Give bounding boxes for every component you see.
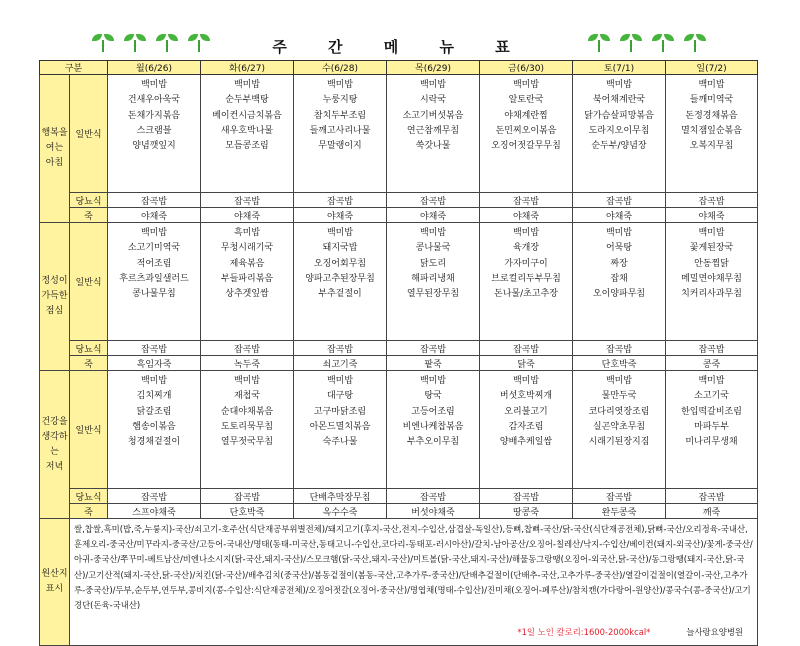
diabetic-cell: 잡곡밥 bbox=[201, 489, 294, 504]
meal-label-line: 점심 bbox=[45, 306, 64, 316]
diabetic-cell: 잡곡밥 bbox=[201, 193, 294, 208]
menu-item: 백미밥 bbox=[233, 376, 261, 386]
menu-item: 돈정경채볶음 bbox=[685, 110, 738, 121]
meal-label-line: 가득한 bbox=[41, 291, 68, 301]
menu-item: 부추겉절이 bbox=[318, 289, 362, 300]
menu-cell bbox=[480, 371, 573, 489]
porridge-row bbox=[40, 208, 758, 223]
menu-cell bbox=[387, 371, 480, 489]
menu-item: 숙주나물 bbox=[322, 437, 358, 448]
menu-item: 백미밥 bbox=[140, 228, 168, 238]
menu-item: 백미밥 bbox=[233, 80, 261, 90]
menu-cell bbox=[108, 223, 201, 341]
diabetic-cell: 잡곡밥 bbox=[201, 341, 294, 356]
diet-type-porridge: 죽 bbox=[70, 504, 108, 519]
menu-item: 북어채계란국 bbox=[592, 95, 646, 106]
menu-item: 부들파리볶음 bbox=[220, 273, 274, 284]
menu-item: 청경채겉절이 bbox=[127, 437, 181, 448]
diabetic-cell: 잡곡밥 bbox=[387, 489, 480, 504]
menu-cell bbox=[573, 371, 666, 489]
menu-item: 양념깻잎지 bbox=[132, 141, 176, 152]
menu-item: 잡채 bbox=[610, 273, 628, 284]
diabetic-cell: 잡곡밥 bbox=[666, 341, 758, 356]
menu-cell bbox=[201, 223, 294, 341]
diabetic-cell: 잡곡밥 bbox=[666, 489, 758, 504]
diabetic-cell: 잡곡밥 bbox=[294, 341, 387, 356]
menu-item: 오리불고기 bbox=[504, 406, 548, 417]
menu-cell bbox=[294, 75, 387, 193]
porridge-cell: 깨죽 bbox=[666, 504, 758, 519]
porridge-cell: 콩죽 bbox=[666, 356, 758, 371]
origin-label-line: 원산지 bbox=[41, 569, 68, 579]
menu-item: 백미밥 bbox=[605, 228, 633, 238]
general-row bbox=[40, 223, 758, 341]
diabetic-cell: 잡곡밥 bbox=[480, 193, 573, 208]
menu-item: 들깨미역국 bbox=[689, 95, 734, 106]
menu-item: 순두부/양념장 bbox=[591, 141, 647, 152]
menu-item: 모듬콩조림 bbox=[225, 141, 269, 152]
diabetic-cell: 잡곡밥 bbox=[480, 341, 573, 356]
header-day: 금(6/30) bbox=[480, 61, 573, 75]
menu-item: 미나리무생채 bbox=[685, 437, 738, 448]
menu-item: 순두부백탕 bbox=[225, 95, 269, 106]
menu-item: 안동찜닭 bbox=[694, 258, 729, 269]
meal-label-line: 행복을 bbox=[41, 128, 68, 138]
header-day: 일(7/2) bbox=[666, 61, 758, 75]
menu-item: 야채계란찜 bbox=[504, 110, 548, 121]
menu-item: 스크램블 bbox=[136, 125, 172, 136]
diet-type-diabetic: 당뇨식 bbox=[70, 489, 108, 504]
diabetic-row bbox=[40, 489, 758, 504]
porridge-cell: 야채죽 bbox=[573, 208, 666, 223]
menu-item: 시락국 bbox=[419, 95, 447, 106]
menu-item: 고구마닭조림 bbox=[313, 406, 367, 417]
menu-item: 무청시래기국 bbox=[220, 243, 274, 254]
porridge-row bbox=[40, 504, 758, 519]
header-day: 수(6/28) bbox=[294, 61, 387, 75]
diabetic-cell: 잡곡밥 bbox=[294, 193, 387, 208]
diabetic-cell: 잡곡밥 bbox=[108, 193, 201, 208]
menu-item: 참치두부조림 bbox=[313, 110, 367, 121]
menu-item: 탕국 bbox=[424, 391, 442, 402]
general-row bbox=[40, 371, 758, 489]
menu-item: 마파두부 bbox=[694, 421, 729, 432]
menu-item: 육개장 bbox=[512, 243, 540, 254]
menu-item: 부추오이무침 bbox=[406, 437, 460, 448]
menu-item: 대구탕 bbox=[326, 391, 354, 402]
porridge-cell: 팥죽 bbox=[387, 356, 480, 371]
menu-item: 시래기된장지짐 bbox=[588, 437, 650, 448]
meal-label bbox=[40, 371, 70, 519]
menu-item: 흑미밥 bbox=[233, 228, 261, 238]
header-category: 구분 bbox=[40, 61, 108, 75]
porridge-cell: 완두콩죽 bbox=[573, 504, 666, 519]
porridge-cell: 쇠고기죽 bbox=[294, 356, 387, 371]
porridge-cell: 스프야채죽 bbox=[108, 504, 201, 519]
diet-type-general: 일반식 bbox=[70, 371, 108, 489]
menu-item: 새우호박나물 bbox=[220, 125, 274, 136]
diet-type-diabetic: 당뇨식 bbox=[70, 341, 108, 356]
menu-item: 콩나물국 bbox=[415, 243, 451, 254]
menu-item: 제육볶음 bbox=[229, 258, 265, 269]
menu-item: 백미밥 bbox=[512, 228, 540, 238]
menu-item: 백미밥 bbox=[140, 376, 168, 386]
diabetic-cell: 단배추막장무침 bbox=[294, 489, 387, 504]
diabetic-cell: 잡곡밥 bbox=[387, 193, 480, 208]
meal-label bbox=[40, 223, 70, 371]
diabetic-row bbox=[40, 193, 758, 208]
menu-item: 열무된장무침 bbox=[406, 289, 460, 300]
menu-item: 가자미구이 bbox=[504, 258, 548, 269]
menu-item: 후르츠과일샐러드 bbox=[119, 273, 189, 284]
menu-item: 백미밥 bbox=[605, 376, 633, 386]
menu-item: 오복지무침 bbox=[689, 141, 734, 152]
menu-item: 백미밥 bbox=[140, 80, 168, 90]
menu-cell bbox=[108, 371, 201, 489]
meal-label-line: 아침 bbox=[45, 158, 64, 168]
menu-item: 소고기미역국 bbox=[127, 243, 181, 254]
menu-item: 닭가슴살피망볶음 bbox=[584, 110, 654, 121]
calorie-note: *1일 노인 칼로리:1600-2000kcal* bbox=[517, 626, 651, 637]
menu-item: 도토리묵무침 bbox=[220, 421, 274, 432]
menu-item: 쑥갓나물 bbox=[415, 141, 451, 152]
meal-label bbox=[40, 75, 70, 223]
menu-item: 멸치잼잎순볶음 bbox=[681, 125, 742, 136]
general-row bbox=[40, 75, 758, 193]
menu-item: 백미밥 bbox=[326, 376, 354, 386]
porridge-cell: 야채죽 bbox=[666, 208, 758, 223]
menu-item: 백미밥 bbox=[512, 80, 540, 90]
menu-item: 백미밥 bbox=[698, 228, 725, 238]
menu-item: 백미밥 bbox=[419, 376, 447, 386]
menu-cell bbox=[387, 223, 480, 341]
header-day: 월(6/26) bbox=[108, 61, 201, 75]
menu-item: 누룽지탕 bbox=[322, 95, 358, 106]
menu-item: 적어조림 bbox=[136, 258, 172, 269]
menu-item: 물만두국 bbox=[601, 391, 637, 402]
menu-item: 돈채가지볶음 bbox=[127, 110, 181, 121]
header-day: 토(7/1) bbox=[573, 61, 666, 75]
menu-item: 백미밥 bbox=[698, 376, 725, 386]
diabetic-cell: 잡곡밥 bbox=[573, 489, 666, 504]
weekly-menu-table bbox=[39, 60, 758, 646]
menu-item: 무말랭이지 bbox=[318, 141, 362, 152]
diabetic-cell: 잡곡밥 bbox=[108, 341, 201, 356]
origin-label bbox=[40, 519, 70, 646]
menu-item: 닭도리 bbox=[419, 258, 447, 269]
menu-item: 돈민찌오이볶음 bbox=[495, 125, 557, 136]
menu-item: 돼지국밥 bbox=[322, 243, 358, 254]
menu-item: 치커리사과무침 bbox=[681, 289, 742, 300]
porridge-cell: 흑임자죽 bbox=[108, 356, 201, 371]
origin-text-cell bbox=[70, 519, 758, 646]
diet-type-porridge: 죽 bbox=[70, 356, 108, 371]
menu-cell bbox=[666, 75, 758, 193]
menu-cell bbox=[573, 75, 666, 193]
menu-item: 백미밥 bbox=[326, 80, 354, 90]
porridge-row bbox=[40, 356, 758, 371]
menu-cell bbox=[108, 75, 201, 193]
diet-type-diabetic: 당뇨식 bbox=[70, 193, 108, 208]
porridge-cell: 단호박죽 bbox=[201, 504, 294, 519]
menu-item: 소고기국 bbox=[694, 391, 729, 402]
porridge-cell: 닭죽 bbox=[480, 356, 573, 371]
porridge-cell: 야채죽 bbox=[387, 208, 480, 223]
diabetic-cell: 잡곡밥 bbox=[480, 489, 573, 504]
porridge-cell: 단호박죽 bbox=[573, 356, 666, 371]
porridge-cell: 녹두죽 bbox=[201, 356, 294, 371]
menu-item: 양배추케일쌈 bbox=[499, 437, 553, 448]
menu-item: 해파리냉채 bbox=[411, 273, 455, 284]
diabetic-cell: 잡곡밥 bbox=[387, 341, 480, 356]
menu-item: 백미밥 bbox=[698, 80, 725, 90]
diabetic-cell: 잡곡밥 bbox=[666, 193, 758, 208]
menu-cell bbox=[666, 371, 758, 489]
menu-cell bbox=[573, 223, 666, 341]
menu-item: 순대야채볶음 bbox=[220, 406, 274, 417]
menu-item: 짜장 bbox=[610, 258, 628, 269]
menu-item: 한입떡갈비조림 bbox=[681, 406, 742, 417]
menu-cell bbox=[666, 223, 758, 341]
menu-item: 베이컨시금치볶음 bbox=[212, 110, 282, 121]
menu-item: 실곤약초무침 bbox=[592, 421, 646, 432]
menu-item: 비엔나케찹볶음 bbox=[402, 421, 464, 432]
porridge-cell: 옥수수죽 bbox=[294, 504, 387, 519]
menu-item: 백미밥 bbox=[605, 80, 633, 90]
menu-item: 도라지오이무침 bbox=[588, 125, 650, 136]
menu-item: 백미밥 bbox=[326, 228, 354, 238]
menu-item: 메밀면야채무침 bbox=[681, 273, 742, 284]
menu-item: 닭갈조림 bbox=[136, 406, 172, 417]
menu-item: 고등어조림 bbox=[411, 406, 455, 417]
menu-item: 상추겟잎쌈 bbox=[225, 289, 269, 300]
porridge-cell: 땅콩죽 bbox=[480, 504, 573, 519]
menu-cell bbox=[387, 75, 480, 193]
menu-cell bbox=[480, 75, 573, 193]
menu-item: 연근참깨무침 bbox=[406, 125, 460, 136]
menu-item: 건새우아욱국 bbox=[127, 95, 181, 106]
diabetic-cell: 잡곡밥 bbox=[573, 341, 666, 356]
header-row bbox=[40, 61, 758, 75]
menu-item: 재첩국 bbox=[233, 391, 261, 402]
footer-line bbox=[517, 625, 743, 640]
diet-type-general: 일반식 bbox=[70, 75, 108, 193]
menu-item: 열무젓국무침 bbox=[220, 437, 274, 448]
menu-item: 아몬드멸치볶음 bbox=[309, 421, 371, 432]
menu-item: 브로컬리두부무침 bbox=[491, 273, 561, 284]
porridge-cell: 버섯야채죽 bbox=[387, 504, 480, 519]
menu-item: 버섯호박찌개 bbox=[499, 391, 553, 402]
meal-label-line: 여는 bbox=[45, 143, 64, 153]
menu-item: 돈나물/초고추장 bbox=[494, 289, 558, 300]
menu-cell bbox=[294, 223, 387, 341]
hospital-name: 늘사랑요양병원 bbox=[686, 626, 744, 637]
diet-type-porridge: 죽 bbox=[70, 208, 108, 223]
menu-item: 코다리엿장조림 bbox=[588, 406, 650, 417]
diabetic-cell: 잡곡밥 bbox=[108, 489, 201, 504]
diabetic-cell: 잡곡밥 bbox=[573, 193, 666, 208]
menu-cell bbox=[480, 223, 573, 341]
menu-item: 백미밥 bbox=[512, 376, 540, 386]
meal-label-line: 생각하는 bbox=[41, 431, 68, 457]
meal-label-line: 정성이 bbox=[41, 276, 68, 286]
meal-label-line: 건강을 bbox=[41, 416, 68, 427]
menu-item: 감자조림 bbox=[508, 421, 544, 432]
page-title: 주 간 메 뉴 표 bbox=[272, 38, 528, 56]
porridge-cell: 야채죽 bbox=[294, 208, 387, 223]
menu-item: 양파고추된장무침 bbox=[305, 273, 375, 284]
origin-label-line: 표시 bbox=[45, 584, 64, 594]
menu-item: 콩나물무침 bbox=[132, 289, 176, 300]
menu-item: 알토란국 bbox=[508, 95, 544, 106]
menu-cell bbox=[201, 75, 294, 193]
porridge-cell: 야채죽 bbox=[108, 208, 201, 223]
menu-cell bbox=[201, 371, 294, 489]
menu-item: 백미밥 bbox=[419, 228, 447, 238]
menu-item: 어묵탕 bbox=[605, 243, 633, 254]
origin-text: 쌀,찹쌀,흑미(밥,죽,누룽지)-국산/쇠고기-호주산(식단재공부위별전체)/돼지고기(후지-국산,전지-수입산,삼겹살-독일산),등뼈,찹뼈-국산/닭-국산(식단재공전체),닭뼈-국산/오리정육-국내산,훈제오리-중국산/미꾸라지-중국산/고등어-국내산/명태(동태-미국산,동태고니-수입산,코다리-동태포-러시아산)/갈치-남아공산/오징어-칠레산/낙지-수입산/베이컨(돼지-외국산)/꽃게-중국산/아귀-중국산/쭈꾸미-베트남산/비엔나소시지(닭-국산,돼지-국산)/스모크햄(닭-국산,돼지-국산)/미트볼(닭-국산,돼지-국산)/해물동그랑땡(오징어-외국산,닭-국산)/동그랑땡(돼지-국산,닭-국산)/고기산적(돼지-국산,닭-국산)/치킨(닭-국산)/배추김치(중국산)/봄동겉절이(봄동-국산,고추가루-중국산)/단배추겉절이(단배추-국산,고추가루-중국산)/열갈이겉절이(열갈이-국산,고추가루-중국산)/두부,순두부,연두부,콩비지(콩-수입산:식단재공전체)/오징어젓갈(오징어-중국산)/명엽채(명태-수입산)/진미채(오징어-페루산)/참치캔(가다랑어-원양산)/콩국수(콩-중국산)/고기경단(돈육-국내산) bbox=[74, 524, 753, 611]
header-day: 목(6/29) bbox=[387, 61, 480, 75]
menu-item: 백미밥 bbox=[419, 80, 447, 90]
origin-row bbox=[40, 519, 758, 646]
meal-label-line: 저녁 bbox=[45, 461, 64, 472]
porridge-cell: 야채죽 bbox=[480, 208, 573, 223]
diet-type-general: 일반식 bbox=[70, 223, 108, 341]
menu-item: 김치찌개 bbox=[136, 391, 172, 402]
diabetic-row bbox=[40, 341, 758, 356]
menu-item: 꽃게된장국 bbox=[689, 243, 734, 254]
menu-item: 오이양파무침 bbox=[592, 289, 646, 300]
menu-item: 햄송이볶음 bbox=[132, 421, 176, 432]
header-day: 화(6/27) bbox=[201, 61, 294, 75]
menu-item: 소고기버섯볶음 bbox=[402, 110, 464, 121]
menu-cell bbox=[294, 371, 387, 489]
menu-item: 오징어회무침 bbox=[313, 258, 367, 269]
porridge-cell: 야채죽 bbox=[201, 208, 294, 223]
menu-item: 오징어젓갈무무침 bbox=[491, 141, 561, 152]
menu-item: 들깨고사리나물 bbox=[309, 125, 371, 136]
